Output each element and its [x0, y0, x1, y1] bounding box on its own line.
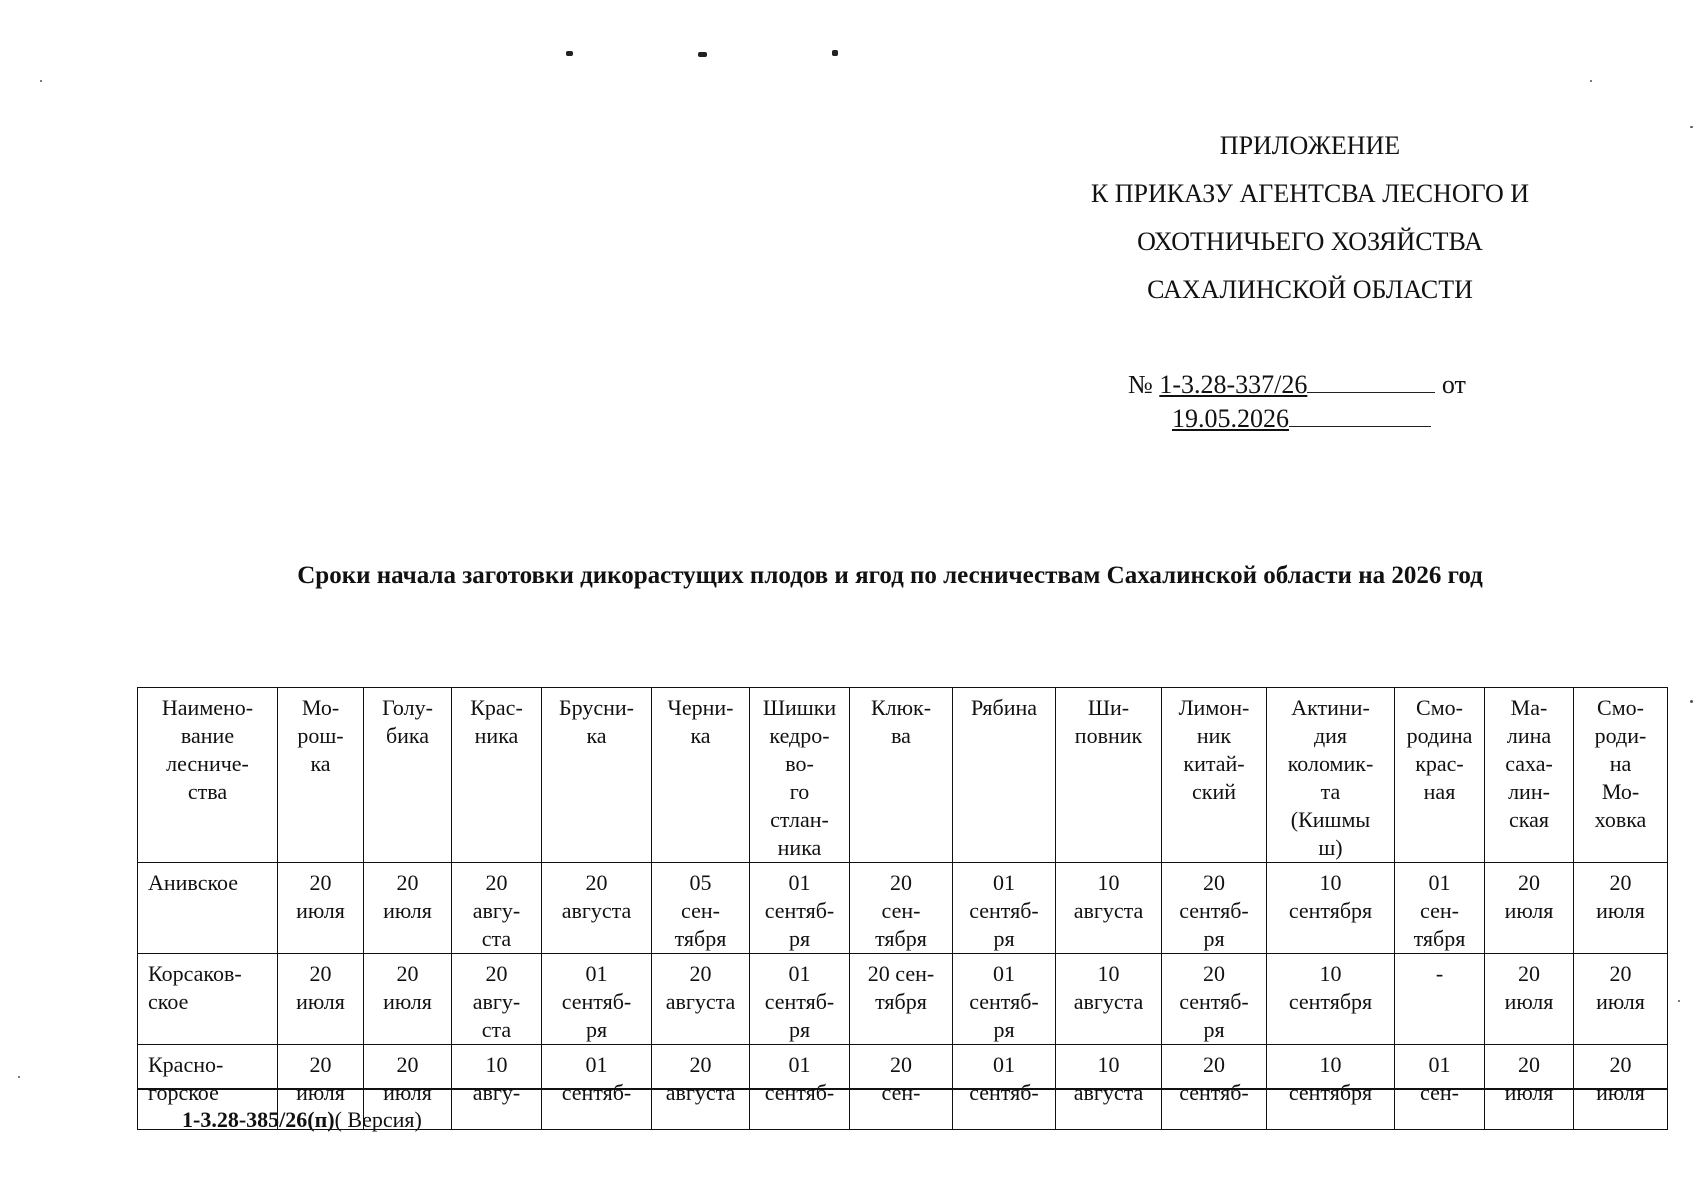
table-cell: 20 июля: [278, 954, 364, 1045]
table-cell: 20 июля: [278, 1045, 364, 1130]
column-header: Голу- бика: [364, 688, 452, 863]
table-cell: 01 сентяб- ря: [953, 863, 1056, 954]
column-header: Ши- повник: [1056, 688, 1162, 863]
table-cell: 20 июля: [1574, 863, 1668, 954]
table-cell: 01 сентяб- ря: [542, 954, 652, 1045]
column-header: Смо- роди- на Мо- ховка: [1574, 688, 1668, 863]
forestry-name-cell: Красно- горское: [138, 1045, 278, 1130]
table-cell: 10 сентября: [1267, 863, 1395, 954]
table-cell: 20 сентяб-: [1162, 1045, 1267, 1130]
table-cell: 01 сентяб-: [750, 1045, 850, 1130]
scan-speck: [1690, 126, 1693, 128]
column-header: Ма- лина саха- лин- ская: [1485, 688, 1574, 863]
order-date: 19.05.2026: [1172, 404, 1289, 433]
table-cell: 20 июля: [364, 863, 452, 954]
column-header: Крас- ника: [452, 688, 542, 863]
table-cell: 10 сентября: [1267, 1045, 1395, 1130]
scan-speck: [18, 1076, 20, 1078]
column-header: Смо- родина крас- ная: [1395, 688, 1485, 863]
column-header: Актини- дия коломик- та (Кишмы ш): [1267, 688, 1395, 863]
document-code: [182, 1107, 422, 1133]
table-cell: 20 сен- тября: [850, 863, 953, 954]
column-header: Мо- рош- ка: [278, 688, 364, 863]
scan-speck: [40, 80, 42, 82]
table-cell: 20 сен-: [850, 1045, 953, 1130]
table-cell: 20 авгу- ста: [452, 863, 542, 954]
table-cell: 20 июля: [1485, 954, 1574, 1045]
column-header: Лимон- ник китай- ский: [1162, 688, 1267, 863]
table-cell: 01 сен-: [1395, 1045, 1485, 1130]
column-header: Шишки кедро- во- го стлан- ника: [750, 688, 850, 863]
forestry-name-cell: Анивское: [138, 863, 278, 954]
table-cell: 20 августа: [542, 863, 652, 954]
table-cell: 10 авгу-: [452, 1045, 542, 1130]
scan-mark: [698, 52, 707, 57]
table-cell: 10 августа: [1056, 1045, 1162, 1130]
table-cell: 05 сен- тября: [652, 863, 750, 954]
table-cell: 20 августа: [652, 1045, 750, 1130]
table-cell: 20 июля: [1485, 863, 1574, 954]
order-number-line: [1128, 370, 1466, 400]
table-cell: 20 авгу- ста: [452, 954, 542, 1045]
scan-speck: [1590, 80, 1592, 82]
table-cell: 20 сентяб- ря: [1162, 954, 1267, 1045]
table-cell: 01 сентяб- ря: [750, 863, 850, 954]
table-cell: 01 сентяб- ря: [953, 954, 1056, 1045]
table-cell: 20 июля: [278, 863, 364, 954]
document-title: Сроки начала заготовки дикорастущих плодов и ягод по лесничествам Сахалинской области на 2026 год: [297, 562, 1483, 589]
table-cell: 10 августа: [1056, 863, 1162, 954]
registration-code: 1-3.28-385/26(п): [182, 1107, 335, 1132]
table-cell: 20 сентяб- ря: [1162, 863, 1267, 954]
table-cell: 10 августа: [1056, 954, 1162, 1045]
scan-speck: [1690, 700, 1693, 703]
underline-blank: [1307, 374, 1435, 393]
table-cell: 20 июля: [1485, 1045, 1574, 1130]
from-label: от: [1441, 370, 1466, 399]
number-sign: №: [1128, 370, 1153, 399]
table-cell: 20 июля: [1574, 954, 1668, 1045]
column-header: Наимено- вание лесниче- ства: [138, 688, 278, 863]
column-header: Брусни- ка: [542, 688, 652, 863]
column-header: Черни- ка: [652, 688, 750, 863]
underline-blank: [1289, 408, 1431, 427]
table-cell: 01 сен- тября: [1395, 863, 1485, 954]
scan-mark: [832, 50, 838, 56]
table-header-row: [138, 688, 1668, 863]
appendix-line: К ПРИКАЗУ АГЕНТСВА ЛЕСНОГО И: [1090, 179, 1530, 208]
column-header: Клюк- ва: [850, 688, 953, 863]
table-cell: 10 сентября: [1267, 954, 1395, 1045]
harvest-dates-table: [137, 687, 1667, 1105]
table-cell: 01 сентяб-: [953, 1045, 1056, 1130]
table-cell: 01 сентяб- ря: [750, 954, 850, 1045]
version-label: ( Версия): [334, 1107, 422, 1132]
order-number: 1-3.28-337/26: [1159, 370, 1308, 399]
column-header: Рябина: [953, 688, 1056, 863]
table-cell: 20 июля: [364, 954, 452, 1045]
order-date-line: [1172, 404, 1431, 434]
table-cell: 20 сен- тября: [850, 954, 953, 1045]
table-cell: 20 августа: [652, 954, 750, 1045]
table-cell: -: [1395, 954, 1485, 1045]
table-cell: 01 сентяб-: [542, 1045, 652, 1130]
table-cell: 20 июля: [364, 1045, 452, 1130]
appendix-line: САХАЛИНСКОЙ ОБЛАСТИ: [1147, 275, 1473, 304]
scan-speck: [1678, 1000, 1680, 1002]
table-row: [138, 954, 1668, 1045]
table-row: [138, 863, 1668, 954]
forestry-name-cell: Корсаков- ское: [138, 954, 278, 1045]
appendix-line: ОХОТНИЧЬЕГО ХОЗЯЙСТВА: [1137, 227, 1483, 256]
table-cell: 20 июля: [1574, 1045, 1668, 1130]
appendix-heading: [1040, 122, 1580, 314]
scan-mark: [566, 51, 573, 56]
appendix-line: ПРИЛОЖЕНИЕ: [1219, 131, 1401, 160]
